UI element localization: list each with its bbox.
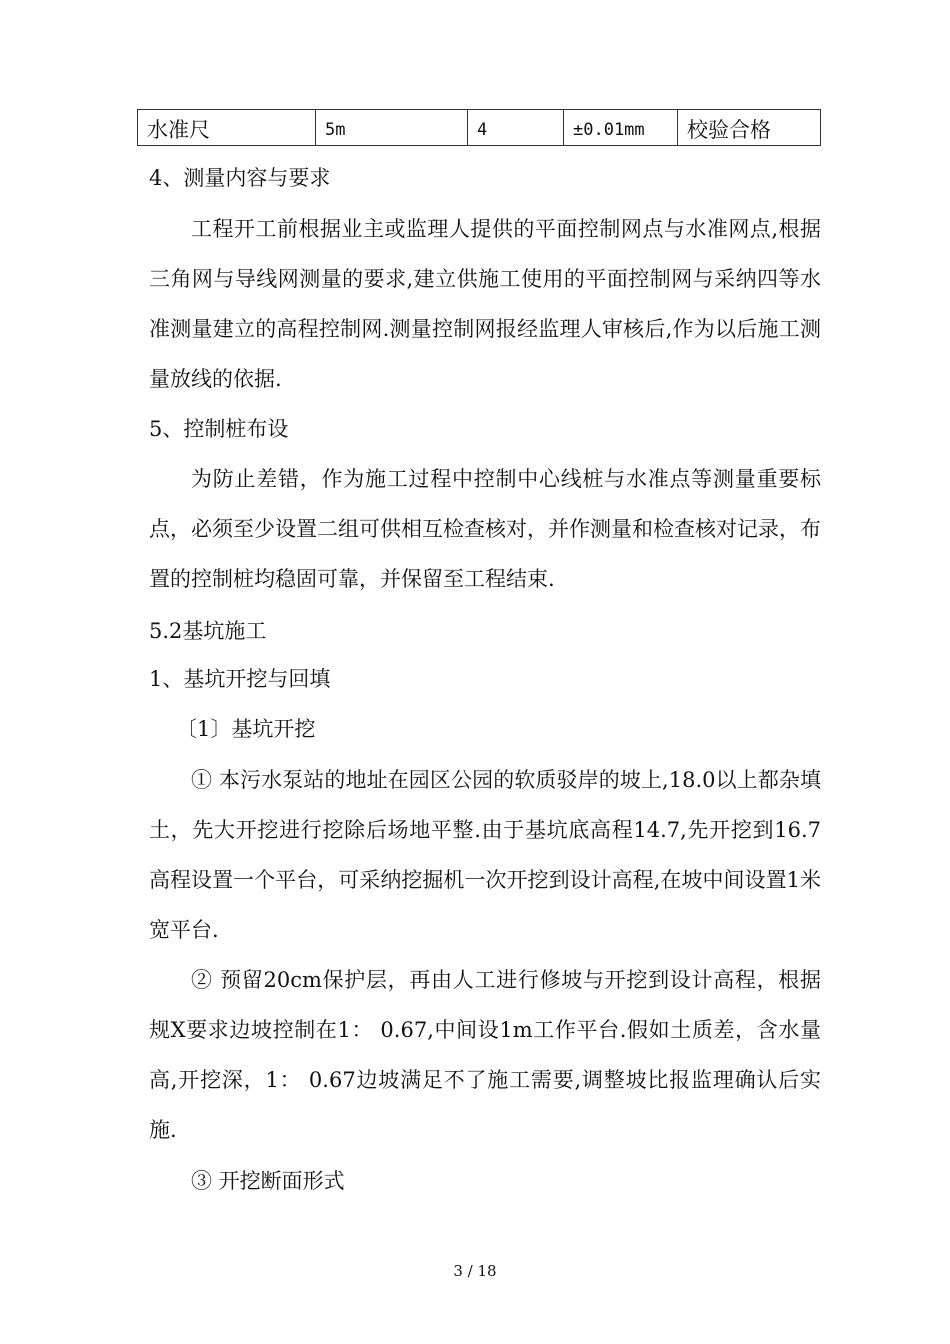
table-cell-accuracy: ±0.01mm [564, 110, 678, 146]
item-2-paragraph: ② 预留20cm保护层，再由人工进行修坡与开挖到设计高程，根据规X要求边坡控制在1： 0.67,中间设1m工作平台.假如土质差，含水量高,开挖深，1： 0.67边坡满足不了施工需要,调整坡比报监理确认后实施. [149, 968, 821, 1142]
table-cell-instrument: 水准尺 [138, 110, 316, 146]
item-3-heading: ③ 开挖断面形式 [191, 1169, 345, 1193]
subsection-1-heading: 1、基坑开挖与回填 [149, 667, 331, 691]
table-cell-spec: 5m [316, 110, 468, 146]
section-5-body: 为防止差错，作为施工过程中控制中心线桩与水准点等测量重要标点，必须至少设置二组可供相互检查核对，并作测量和检查核对记录，布置的控制桩均稳固可靠，并保留至工程结束. [149, 467, 821, 591]
table-cell-quantity: 4 [468, 110, 564, 146]
section-4-heading: 4、测量内容与要求 [149, 166, 331, 190]
subsection-1a-heading: 〔1〕基坑开挖 [176, 717, 316, 741]
page-number: 3 / 18 [453, 1262, 497, 1280]
table-row [138, 110, 821, 146]
item-1-paragraph: ① 本污水泵站的地址在园区公园的软质驳岸的坡上,18.0以上都杂填土，先大开挖进行挖除后场地平整.由于基坑底高程14.7,先开挖到16.7高程设置一个平台，可采纳挖掘机一次开挖到设计高程,在坡中间设置1米宽平台. [149, 768, 821, 942]
section-5-heading: 5、控制桩布设 [149, 417, 289, 441]
section-5-2-heading: 5.2基坑施工 [149, 619, 267, 643]
table-cell-status: 校验合格 [678, 110, 821, 146]
equipment-table [137, 109, 821, 146]
section-4-body: 工程开工前根据业主或监理人提供的平面控制网点与水准网点,根据三角网与导线网测量的要求,建立供施工使用的平面控制网与采纳四等水准测量建立的高程控制网.测量控制网报经监理人审核后,作为以后施工测量放线的依据. [149, 217, 821, 391]
